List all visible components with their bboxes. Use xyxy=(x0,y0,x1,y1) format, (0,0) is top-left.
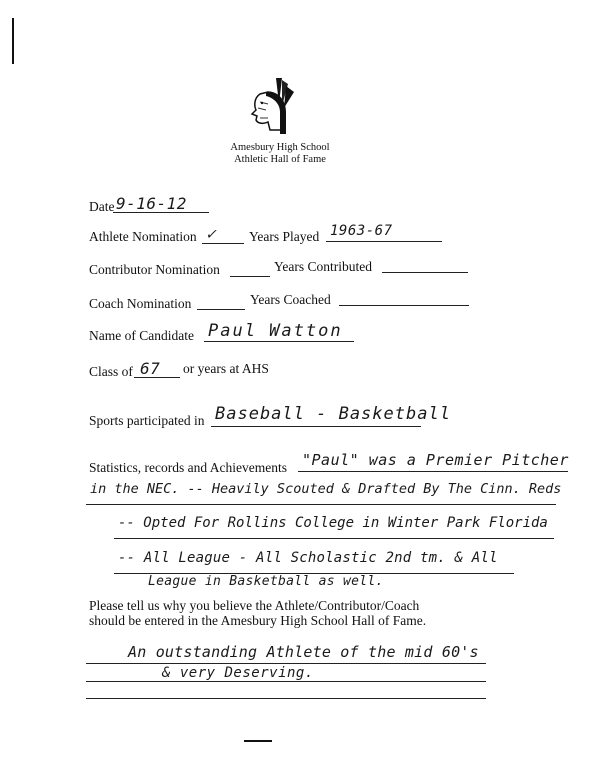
stats-underline-2 xyxy=(86,504,556,505)
school-name: Amesbury High School xyxy=(230,142,330,153)
stats-line-4: -- All League - All Scholastic 2nd tm. & All xyxy=(118,550,498,566)
sports-value: Baseball - Basketball xyxy=(215,404,451,424)
stats-label: Statistics, records and Achievements xyxy=(89,460,287,475)
why-underline-3 xyxy=(86,698,486,699)
contributor-nomination-label: Contributor Nomination xyxy=(89,262,220,277)
hall-of-fame-title: Athletic Hall of Fame xyxy=(234,154,326,165)
years-played-value: 1963-67 xyxy=(330,223,393,239)
sports-label: Sports participated in xyxy=(89,413,205,428)
candidate-name-label: Name of Candidate xyxy=(89,328,194,343)
stats-line-3: -- Opted For Rollins College in Winter Park Florida xyxy=(118,515,548,531)
date-line xyxy=(113,212,209,213)
indian-head-logo xyxy=(246,74,300,136)
stats-line-1: "Paul" was a Premier Pitcher xyxy=(302,451,569,469)
years-coached-label: Years Coached xyxy=(250,292,331,307)
coach-nomination-line xyxy=(197,309,245,310)
years-contributed-label: Years Contributed xyxy=(274,259,373,274)
class-of-line xyxy=(134,377,180,378)
class-of-label: Class of xyxy=(89,364,133,379)
years-played-label: Years Played xyxy=(249,229,320,244)
class-of-value: 67 xyxy=(140,359,161,378)
why-prompt-line-1: Please tell us why you believe the Athlete/Contributor/Coach xyxy=(89,598,420,613)
years-contributed-line xyxy=(382,272,468,273)
candidate-name-value: Paul Watton xyxy=(208,321,343,341)
scan-mark-left xyxy=(12,18,14,64)
stats-line-2: in the NEC. -- Heavily Scouted & Drafted By The Cinn. Reds xyxy=(90,481,562,497)
stats-underline-1 xyxy=(298,471,568,472)
athlete-nomination-check: ✓ xyxy=(206,224,217,243)
date-label: Date xyxy=(89,199,115,214)
why-underline-2 xyxy=(86,681,486,682)
scan-mark-bottom xyxy=(244,740,272,742)
years-coached-line xyxy=(339,305,469,306)
sports-line xyxy=(211,426,421,427)
date-value: 9-16-12 xyxy=(116,194,187,213)
years-at-ahs-label: or years at AHS xyxy=(183,361,269,376)
candidate-name-line xyxy=(204,341,354,342)
years-played-line xyxy=(326,241,442,242)
contributor-nomination-line xyxy=(230,276,270,277)
stats-line-5: League in Basketball as well. xyxy=(148,574,384,589)
stats-underline-3 xyxy=(114,538,554,539)
why-answer-line-1: An outstanding Athlete of the mid 60's xyxy=(128,643,479,661)
why-underline-1 xyxy=(86,663,486,664)
why-prompt-line-2: should be entered in the Amesbury High School Hall of Fame. xyxy=(89,613,427,628)
athlete-nomination-label: Athlete Nomination xyxy=(89,229,197,244)
athlete-nomination-line xyxy=(202,243,244,244)
why-answer-line-2: & very Deserving. xyxy=(162,665,314,681)
coach-nomination-label: Coach Nomination xyxy=(89,296,192,311)
